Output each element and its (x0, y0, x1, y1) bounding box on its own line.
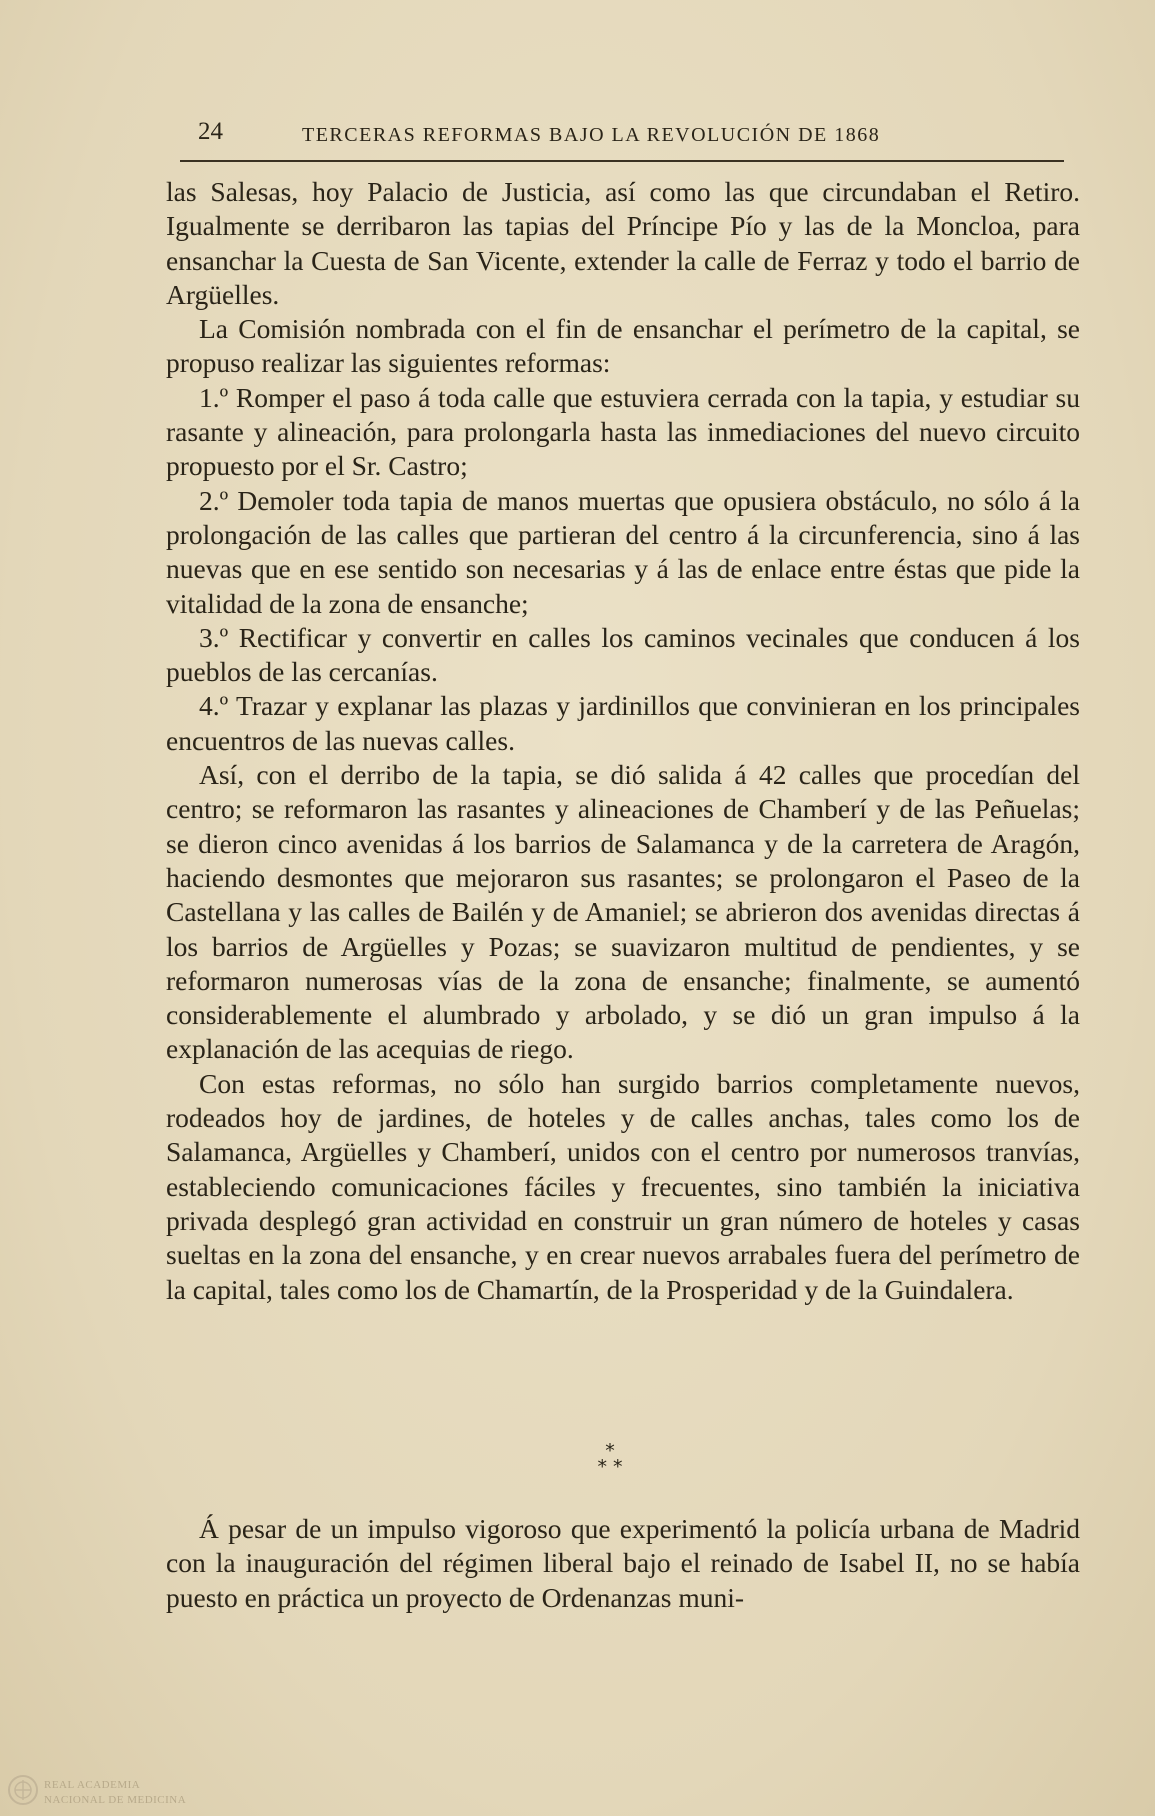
list-item-1: 1.º Romper el paso á toda calle que estuviera cerrada con la tapia, y estudiar su rasante y alineación, para prolongarla hasta las inmediaciones del nuevo circuito propuesto por el Sr. Castro; (166, 381, 1080, 482)
body-text-closing (166, 1512, 1080, 1615)
header-rule (180, 160, 1064, 162)
paragraph-ordenanzas: Á pesar de un impulso vigoroso que experimentó la policía urbana de Madrid con la inauguración del régimen liberal bajo el reinado de Isabel II, no se había puesto en práctica un proyecto de Ordenanzas muni- (166, 1513, 1080, 1613)
paragraph-reformas: Con estas reformas, no sólo han surgido barrios completamente nuevos, rodeados hoy de jardines, de hoteles y de calles anchas, tales como los de Salamanca, Argüelles y Chamberí, unidos con el centro por numerosos tranvías, estableciendo comunicaciones fáciles y frecuentes, sino también la iniciativa privada desplegó gran actividad en construir un gran número de hoteles y casas sueltas en la zona del ensanche, y en crear nuevos arrabales fuera del perímetro de la capital, tales como los de Chamartín, de la Prosperidad y de la Guindalera. (166, 1067, 1080, 1305)
paragraph-derribo: Así, con el derribo de la tapia, se dió salida á 42 calles que procedían del centro; se reformaron las rasantes y alineaciones de Chamberí y de las Peñuelas; se dieron cinco avenidas á los barrios de Salamanca y de la carretera de Aragón, haciendo desmontes que mejoraron sus rasantes; se prolongaron el Paseo de la Castellana y las calles de Bailén y de Amaniel; se abrieron dos avenidas directas á los barrios de Argüelles y Pozas; se suavizaron multitud de pendientes, y se reformaron numerosas vías de la zona de ensanche; finalmente, se aumentó considerablemente el alumbrado y arbolado, y se dió un gran impulso á la explanación de las acequias de riego. (166, 759, 1080, 1065)
running-title: TERCERAS REFORMAS BAJO LA REVOLUCIÓN DE 1868 (302, 124, 881, 146)
asterism-top: * (605, 1440, 615, 1462)
list-item-2: 2.º Demoler toda tapia de manos muertas que opusiera obstáculo, no sólo á la prolongación de las calles que partieran del centro á la circunferencia, sino á las nuevas que en ese sentido son necesarias y á las de enlace entre éstas que pide la vitalidad de la zona de ensanche; (166, 484, 1080, 619)
academy-seal-icon (6, 1772, 40, 1808)
list-item-4: 4.º Trazar y explanar las plazas y jardinillos que convinieran en los principales encuentros de las nuevas calles. (166, 690, 1080, 756)
paragraph-continuation: las Salesas, hoy Palacio de Justicia, así como las que circundaban el Retiro. Igualmente se derribaron las tapias del Príncipe Pío y las de la Moncloa, para ensanchar la Cuesta de San Vicente, extender la calle de Ferraz y todo el barrio de Argüelles. (166, 176, 1080, 310)
academy-watermark (6, 1772, 226, 1812)
section-separator (560, 1440, 660, 1478)
watermark-text (44, 1778, 186, 1808)
watermark-line-1: REAL ACADEMIA (44, 1779, 141, 1791)
page-header (180, 118, 1070, 162)
body-text (166, 175, 1080, 1307)
watermark-line-2: NACIONAL DE MEDICINA (44, 1794, 187, 1806)
page-number: 24 (198, 118, 223, 145)
asterism-bottom: * * (597, 1456, 623, 1478)
paragraph-comision: La Comisión nombrada con el fin de ensanchar el perímetro de la capital, se propuso realizar las siguientes reformas: (166, 313, 1080, 379)
list-item-3: 3.º Rectificar y convertir en calles los caminos vecinales que conducen á los pueblos de las cercanías. (166, 621, 1080, 688)
